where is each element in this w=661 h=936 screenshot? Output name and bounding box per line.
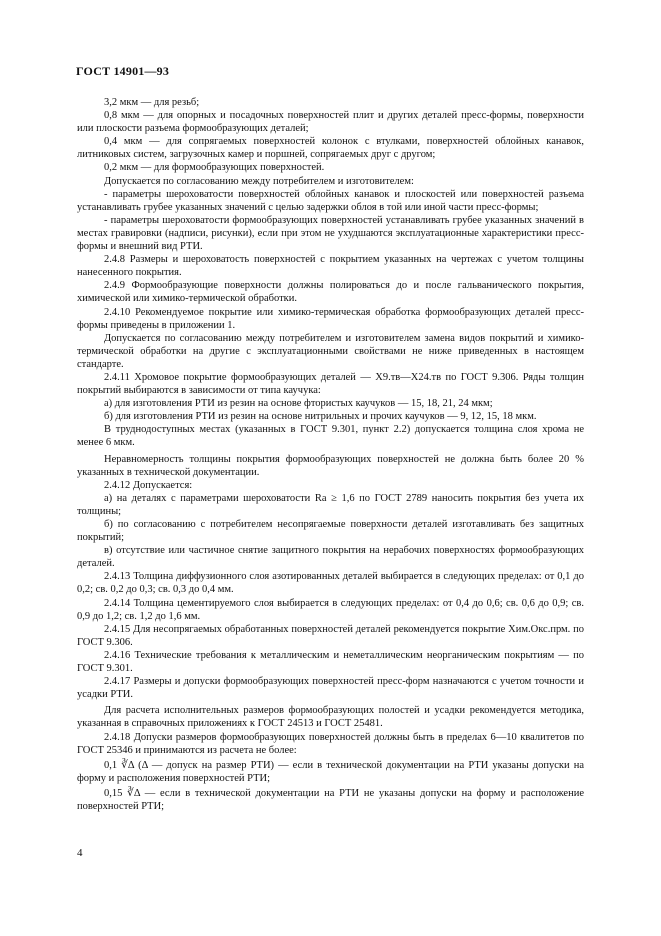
document-header: ГОСТ 14901—93	[76, 64, 170, 78]
paragraph: 0,1 ∛Δ (Δ — допуск на размер РТИ) — если в технической документации на РТИ указаны допуски на форму и расположения поверхностей РТИ;	[77, 759, 584, 784]
paragraph: 2.4.9 Формообразующие поверхности должны полироваться до и после гальванического покрытия, химической или химико-термической обработки.	[77, 280, 584, 305]
paragraph: 2.4.13 Толщина диффузионного слоя азотированных деталей выбирается в следующих пределах: от 0,1 до 0,2; св. 0,2 до 0,3; св. 0,3 до 0,4 мм.	[77, 571, 584, 596]
paragraph: - параметры шероховатости поверхностей облойных канавок и плоскостей или поверхностей разъема устанавливать грубее указанных значений с целью задержки облоя в той или иной части пресс-формы;	[77, 188, 584, 213]
paragraph: б) по согласованию с потребителем несопрягаемые поверхности деталей изготавливать без защитных покрытий;	[77, 519, 584, 544]
paragraph: а) для изготовления РТИ из резин на основе фтористых каучуков — 15, 18, 21, 24 мкм;	[104, 398, 493, 410]
document-body	[77, 96, 584, 813]
paragraph: 0,15 ∛Δ — если в технической документации на РТИ не указаны допуски на форму и расположение поверхностей РТИ;	[77, 787, 584, 812]
paragraph: 3,2 мкм — для резьб;	[104, 97, 200, 108]
paragraph: 2.4.8 Размеры и шероховатость поверхностей с покрытием указанных на чертежах с учетом толщины нанесенного покрытия.	[77, 254, 584, 279]
paragraph: 2.4.15 Для несопрягаемых обработанных поверхностей деталей рекомендуется покрытие Хим.Окс.прм. по ГОСТ 9.306.	[77, 623, 584, 648]
page-number: 4	[77, 847, 83, 859]
paragraph: 2.4.10 Рекомендуемое покрытие или химико-термическая обработка формообразующих деталей пресс-формы приведены в приложении 1.	[77, 306, 584, 331]
paragraph: в) отсутствие или частичное снятие защитного покрытия на нерабочих поверхностях формообразующих деталей.	[77, 545, 584, 570]
paragraph: Допускается по согласованию между потребителем и изготовителем замена видов покрытий и химико-термической обработки на другие с эксплуатационными свойствами не ниже приведенных в настоящем стандарте.	[77, 332, 584, 370]
paragraph: 2.4.18 Допуски размеров формообразующих поверхностей должны быть в пределах 6—10 квалитетов по ГОСТ 25346 и принимаются из расчета не более:	[77, 731, 584, 756]
paragraph: Неравномерность толщины покрытия формообразующих поверхностей не должна быть более 20 % указанных в технической документации.	[77, 453, 584, 478]
paragraph: 2.4.14 Толщина цементируемого слоя выбирается в следующих пределах: от 0,4 до 0,6; св. 0,6 до 0,9; св. 0,9 до 1,2; св. 1,2 до 1,6 мм.	[77, 597, 584, 622]
paragraph: Для расчета исполнительных размеров формообразующих полостей и усадки рекомендуется методика, указанная в справочных приложениях к ГОСТ 24513 и ГОСТ 25481.	[77, 705, 584, 730]
paragraph: б) для изготовления РТИ из резин на основе нитрильных и прочих каучуков — 9, 12, 15, 18 мкм.	[104, 411, 537, 423]
paragraph: - параметры шероховатости формообразующих поверхностей устанавливать грубее указанных значений в местах гравировки (надписи, рисунки), если при этом не ухудшаются эксплуатационные характеристики пресс-формы и внешний вид РТИ.	[77, 214, 584, 253]
paragraph: 0,2 мкм — для формообразующих поверхностей.	[104, 162, 325, 174]
paragraph: 2.4.17 Размеры и допуски формообразующих поверхностей пресс-форм назначаются с учетом точности и усадки РТИ.	[77, 676, 584, 701]
paragraph: 2.4.11 Хромовое покрытие формообразующих деталей — Х9.тв—Х24.тв по ГОСТ 9.306. Ряды толщин покрытий выбираются в зависимости от типа каучука:	[77, 371, 584, 397]
paragraph: В труднодоступных местах (указанных в ГОСТ 9.301, пункт 2.2) допускается толщина слоя хрома не менее 6 мкм.	[77, 424, 584, 449]
paragraph: а) на деталях с параметрами шероховатости Ra ≥ 1,6 по ГОСТ 2789 наносить покрытия без учета их толщины;	[77, 492, 584, 517]
paragraph: Допускается по согласованию между потребителем и изготовителем:	[104, 175, 414, 187]
paragraph: 0,8 мкм — для опорных и посадочных поверхностей плит и других деталей пресс-формы, поверхности или плоскости разъема формообразующих деталей;	[77, 110, 584, 135]
paragraph: 2.4.16 Технические требования к металлическим и неметаллическим неорганическим покрытиям — по ГОСТ 9.301.	[77, 649, 584, 675]
paragraph: 0,4 мкм — для сопрягаемых поверхностей колонок с втулками, поверхностей облойных канавок, литниковых систем, загрузочных камер и поршней, сопрягаемых друг с другом;	[77, 136, 584, 161]
paragraph: 2.4.12 Допускается:	[104, 479, 193, 491]
